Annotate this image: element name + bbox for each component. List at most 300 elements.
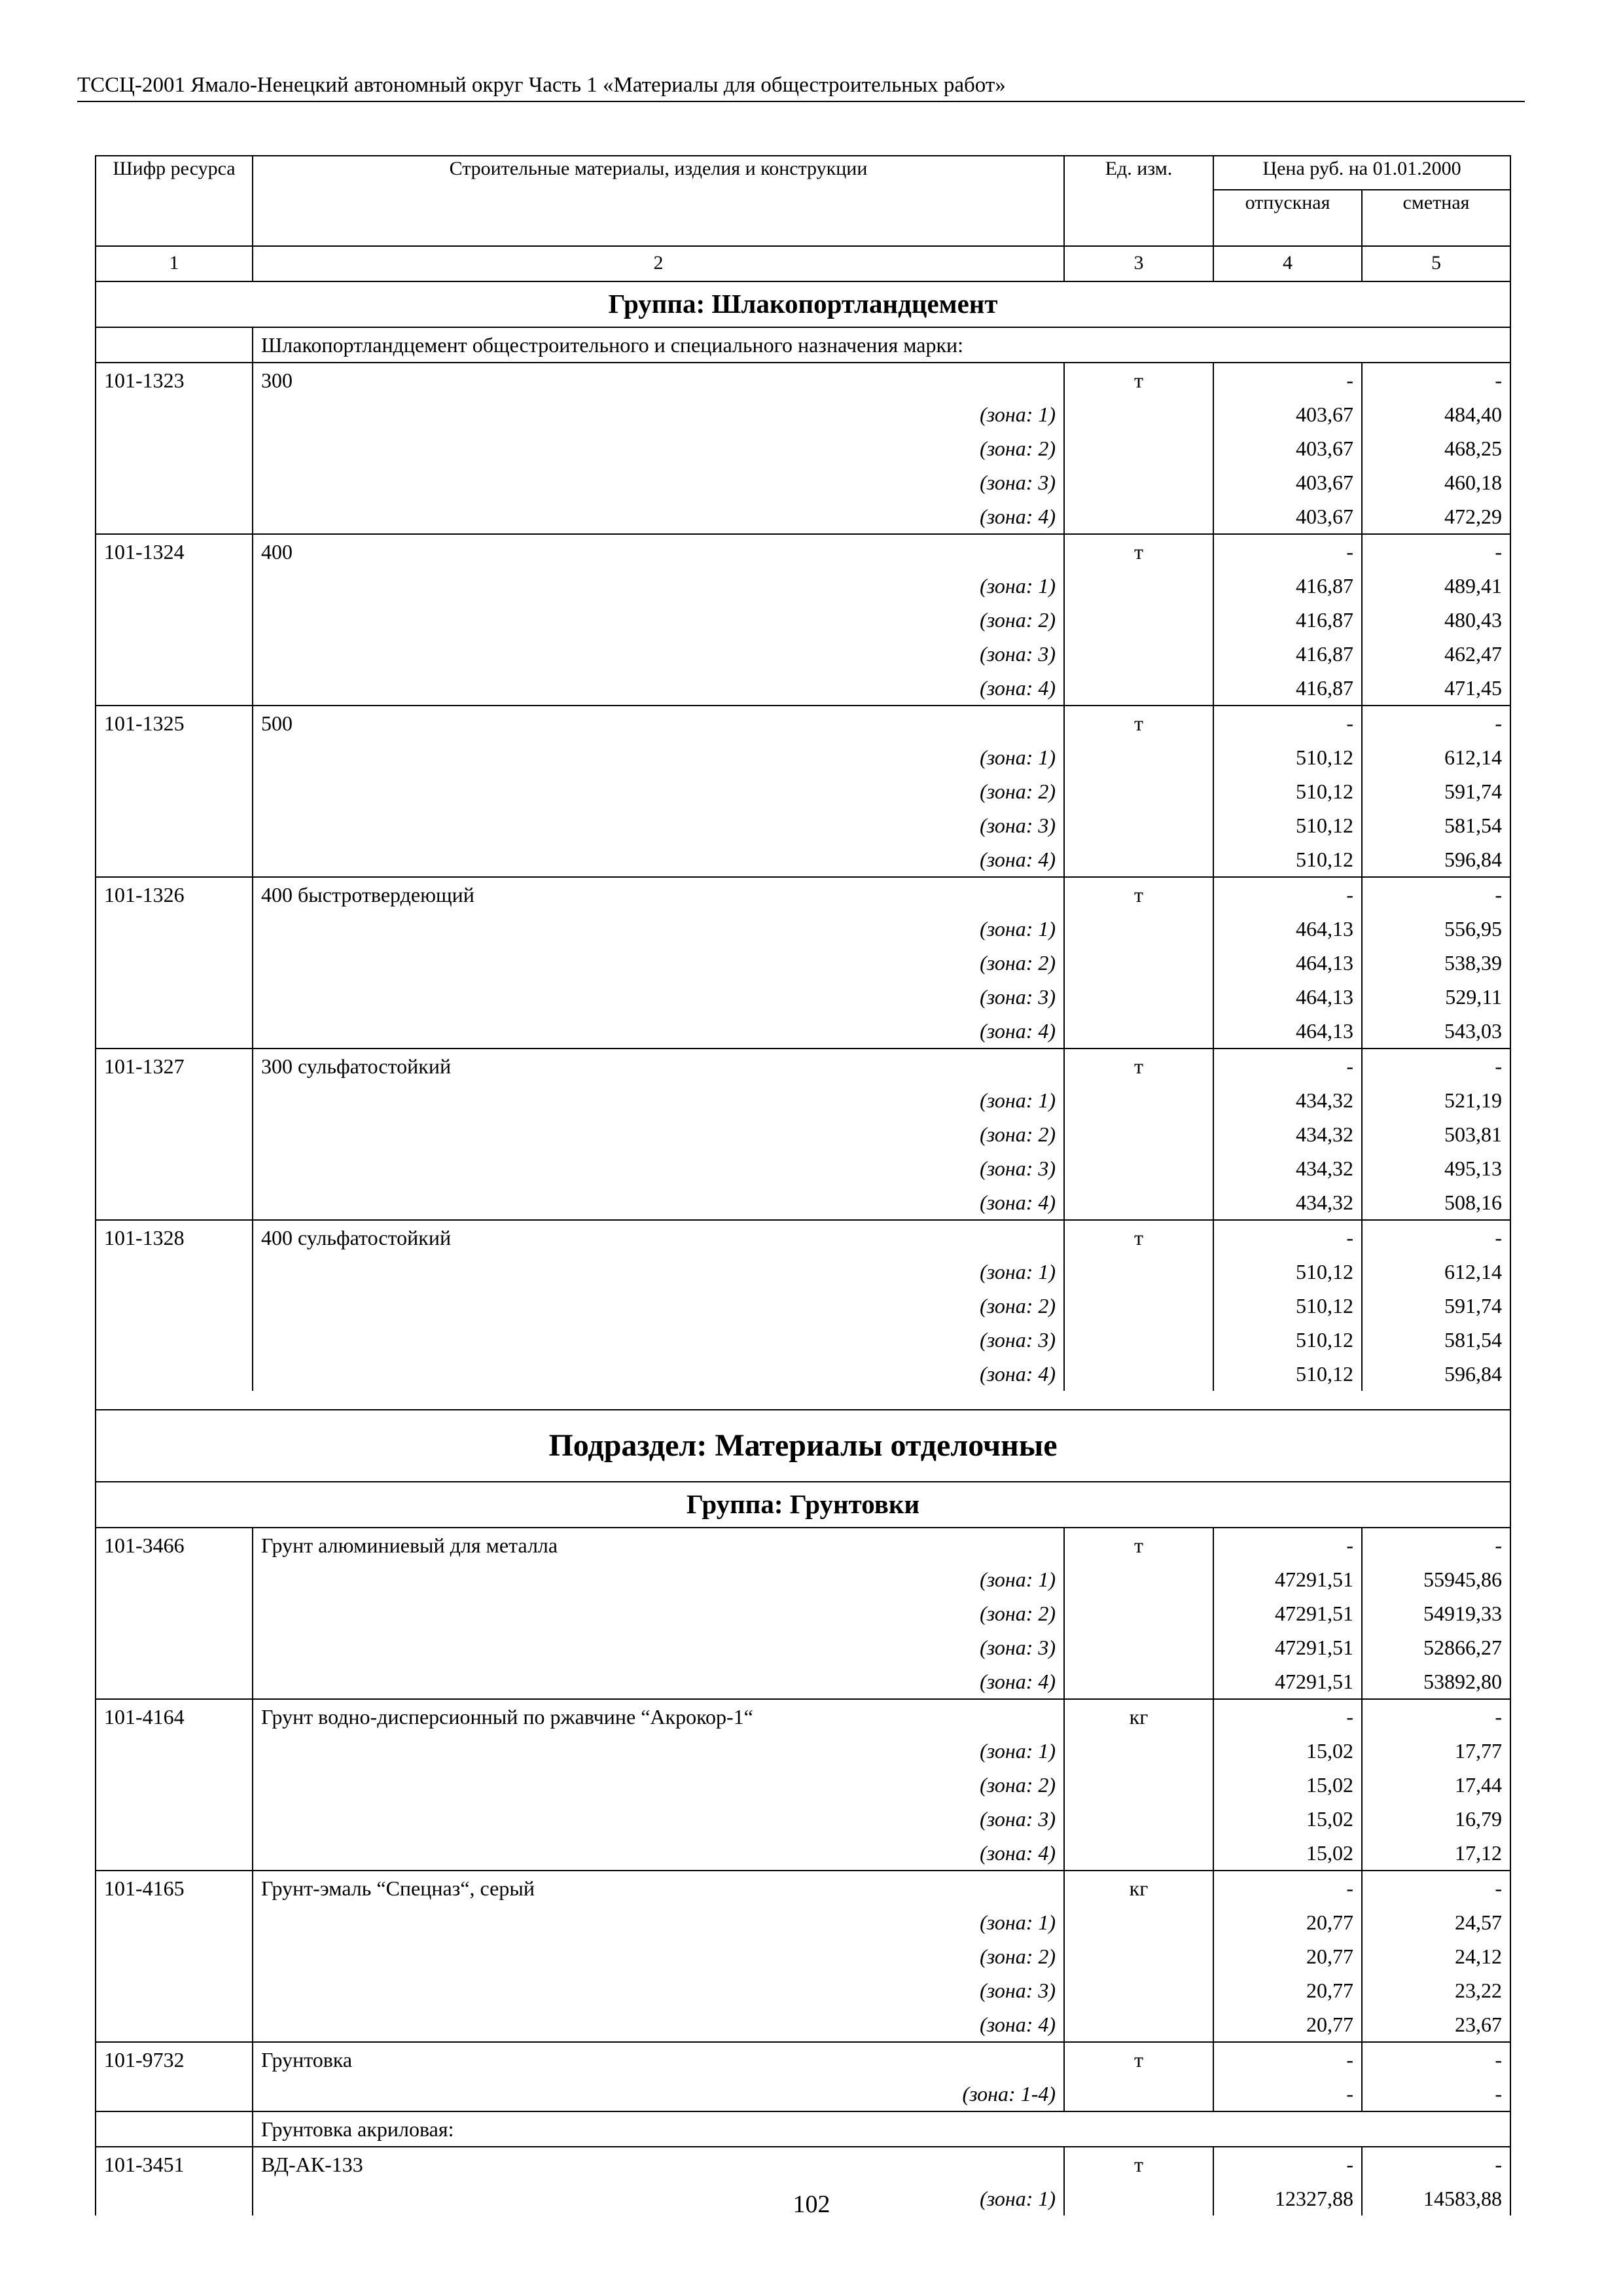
release-price: 15,02 bbox=[1213, 1768, 1362, 1802]
unit-empty bbox=[1064, 980, 1213, 1014]
release-price: - bbox=[1213, 2147, 1362, 2181]
col-number: 4 bbox=[1213, 246, 1362, 281]
material-name: 400 быстротвердеющий bbox=[253, 877, 1064, 912]
item-row bbox=[96, 1871, 1510, 1905]
resource-code: 101-4164 bbox=[96, 1699, 253, 1734]
zone-row bbox=[96, 1083, 1510, 1117]
zone-label: (зона: 2) bbox=[253, 1117, 1064, 1151]
zone-row bbox=[96, 569, 1510, 603]
unit-empty bbox=[1064, 1630, 1213, 1664]
resource-code-empty bbox=[96, 1939, 253, 1973]
resource-code: 101-1328 bbox=[96, 1220, 253, 1255]
estimate-price: 14583,88 bbox=[1362, 2181, 1510, 2215]
material-name: Грунт-эмаль “Спецназ“, серый bbox=[253, 1871, 1064, 1905]
estimate-price: 24,57 bbox=[1362, 1905, 1510, 1939]
resource-code-empty bbox=[96, 1734, 253, 1768]
zone-row bbox=[96, 431, 1510, 465]
zone-label: (зона: 4) bbox=[253, 1357, 1064, 1391]
zone-row bbox=[96, 1562, 1510, 1596]
estimate-price: - bbox=[1362, 1528, 1510, 1562]
zone-label: (зона: 2) bbox=[253, 1596, 1064, 1630]
estimate-price: 17,77 bbox=[1362, 1734, 1510, 1768]
zone-row bbox=[96, 1357, 1510, 1391]
zone-label: (зона: 2) bbox=[253, 946, 1064, 980]
zone-label: (зона: 1) bbox=[253, 397, 1064, 431]
resource-code-empty bbox=[96, 637, 253, 671]
resource-code: 101-1325 bbox=[96, 706, 253, 740]
material-name: ВД-АК-133 bbox=[253, 2147, 1064, 2181]
note-text: Шлакопортландцемент общестроительного и специального назначения марки: bbox=[253, 327, 1510, 363]
note-code bbox=[96, 2111, 253, 2147]
estimate-price: 596,84 bbox=[1362, 1357, 1510, 1391]
zone-row bbox=[96, 912, 1510, 946]
estimate-price: - bbox=[1362, 877, 1510, 912]
note-row bbox=[96, 2111, 1510, 2147]
note-code bbox=[96, 327, 253, 363]
zone-row bbox=[96, 603, 1510, 637]
zone-row bbox=[96, 1905, 1510, 1939]
col-header-price: Цена руб. на 01.01.2000 bbox=[1213, 156, 1510, 190]
resource-code-empty bbox=[96, 465, 253, 499]
item-row bbox=[96, 1528, 1510, 1562]
resource-code-empty bbox=[96, 1905, 253, 1939]
estimate-price: 462,47 bbox=[1362, 637, 1510, 671]
unit-empty bbox=[1064, 1185, 1213, 1220]
resource-code: 101-4165 bbox=[96, 1871, 253, 1905]
item-row bbox=[96, 1049, 1510, 1083]
resource-code: 101-3451 bbox=[96, 2147, 253, 2181]
unit-empty bbox=[1064, 431, 1213, 465]
zone-label: (зона: 4) bbox=[253, 1836, 1064, 1871]
col-header-estimate: сметная bbox=[1362, 190, 1510, 246]
material-name: 300 bbox=[253, 363, 1064, 397]
unit: т bbox=[1064, 1049, 1213, 1083]
price-table bbox=[95, 155, 1511, 2215]
zone-row bbox=[96, 1323, 1510, 1357]
unit-empty bbox=[1064, 1768, 1213, 1802]
resource-code-empty bbox=[96, 980, 253, 1014]
item-row bbox=[96, 534, 1510, 569]
resource-code: 101-9732 bbox=[96, 2042, 253, 2077]
col-header-code: Шифр ресурса bbox=[96, 156, 253, 246]
unit-empty bbox=[1064, 1802, 1213, 1836]
material-name: 500 bbox=[253, 706, 1064, 740]
estimate-price: 16,79 bbox=[1362, 1802, 1510, 1836]
resource-code-empty bbox=[96, 431, 253, 465]
release-price: 464,13 bbox=[1213, 946, 1362, 980]
zone-label: (зона: 4) bbox=[253, 2007, 1064, 2042]
release-price: - bbox=[1213, 1220, 1362, 1255]
estimate-price: 556,95 bbox=[1362, 912, 1510, 946]
estimate-price: 53892,80 bbox=[1362, 1664, 1510, 1699]
release-price: 47291,51 bbox=[1213, 1562, 1362, 1596]
resource-code-empty bbox=[96, 774, 253, 808]
release-price: 434,32 bbox=[1213, 1117, 1362, 1151]
group-row bbox=[96, 1482, 1510, 1528]
release-price: 464,13 bbox=[1213, 912, 1362, 946]
unit-empty bbox=[1064, 1664, 1213, 1699]
release-price: 510,12 bbox=[1213, 1255, 1362, 1289]
release-price: 510,12 bbox=[1213, 808, 1362, 842]
resource-code-empty bbox=[96, 671, 253, 706]
estimate-price: 503,81 bbox=[1362, 1117, 1510, 1151]
resource-code-empty bbox=[96, 569, 253, 603]
unit-empty bbox=[1064, 1562, 1213, 1596]
unit-empty bbox=[1064, 1014, 1213, 1049]
estimate-price: 480,43 bbox=[1362, 603, 1510, 637]
estimate-price: 521,19 bbox=[1362, 1083, 1510, 1117]
item-row bbox=[96, 363, 1510, 397]
unit-empty bbox=[1064, 842, 1213, 877]
material-name: 400 сульфатостойкий bbox=[253, 1220, 1064, 1255]
unit-empty bbox=[1064, 1905, 1213, 1939]
unit-empty bbox=[1064, 1323, 1213, 1357]
release-price: - bbox=[1213, 534, 1362, 569]
estimate-price: 612,14 bbox=[1362, 1255, 1510, 1289]
release-price: 510,12 bbox=[1213, 1357, 1362, 1391]
release-price: 416,87 bbox=[1213, 671, 1362, 706]
unit-empty bbox=[1064, 1973, 1213, 2007]
zone-label: (зона: 4) bbox=[253, 1014, 1064, 1049]
release-price: 434,32 bbox=[1213, 1151, 1362, 1185]
release-price: 434,32 bbox=[1213, 1185, 1362, 1220]
zone-label: (зона: 2) bbox=[253, 1939, 1064, 1973]
col-header-release: отпускная bbox=[1213, 190, 1362, 246]
item-row bbox=[96, 2042, 1510, 2077]
resource-code-empty bbox=[96, 603, 253, 637]
release-price: 20,77 bbox=[1213, 1939, 1362, 1973]
zone-row bbox=[96, 946, 1510, 980]
estimate-price: 54919,33 bbox=[1362, 1596, 1510, 1630]
unit-empty bbox=[1064, 1939, 1213, 1973]
col-number: 1 bbox=[96, 246, 253, 281]
estimate-price: - bbox=[1362, 363, 1510, 397]
zone-label: (зона: 2) bbox=[253, 1768, 1064, 1802]
material-name: Грунт водно-дисперсионный по ржавчине “Акрокор-1“ bbox=[253, 1699, 1064, 1734]
resource-code: 101-3466 bbox=[96, 1528, 253, 1562]
spacer-cell bbox=[96, 1391, 1510, 1410]
resource-code-empty bbox=[96, 1630, 253, 1664]
zone-label: (зона: 1) bbox=[253, 912, 1064, 946]
estimate-price: 591,74 bbox=[1362, 774, 1510, 808]
unit: т bbox=[1064, 1528, 1213, 1562]
resource-code-empty bbox=[96, 1185, 253, 1220]
zone-label: (зона: 1) bbox=[253, 740, 1064, 774]
estimate-price: - bbox=[1362, 2042, 1510, 2077]
group-row bbox=[96, 281, 1510, 327]
resource-code-empty bbox=[96, 1836, 253, 1871]
note-text: Грунтовка акриловая: bbox=[253, 2111, 1510, 2147]
zone-row bbox=[96, 1939, 1510, 1973]
resource-code-empty bbox=[96, 1323, 253, 1357]
unit-empty bbox=[1064, 1357, 1213, 1391]
release-price: 47291,51 bbox=[1213, 1630, 1362, 1664]
zone-label: (зона: 3) bbox=[253, 808, 1064, 842]
zone-label: (зона: 4) bbox=[253, 1664, 1064, 1699]
unit: т bbox=[1064, 877, 1213, 912]
release-price: - bbox=[1213, 1049, 1362, 1083]
resource-code: 101-1324 bbox=[96, 534, 253, 569]
estimate-price: 596,84 bbox=[1362, 842, 1510, 877]
zone-row bbox=[96, 1151, 1510, 1185]
zone-row bbox=[96, 637, 1510, 671]
zone-label: (зона: 3) bbox=[253, 465, 1064, 499]
running-header: ТССЦ-2001 Ямало-Ненецкий автономный округ Часть 1 «Материалы для общестроительных работ» bbox=[77, 71, 1525, 102]
estimate-price: 489,41 bbox=[1362, 569, 1510, 603]
zone-label: (зона: 1) bbox=[253, 1905, 1064, 1939]
estimate-price: 471,45 bbox=[1362, 671, 1510, 706]
unit-empty bbox=[1064, 912, 1213, 946]
unit-empty bbox=[1064, 1289, 1213, 1323]
release-price: 20,77 bbox=[1213, 2007, 1362, 2042]
unit-empty bbox=[1064, 569, 1213, 603]
resource-code-empty bbox=[96, 842, 253, 877]
unit-empty bbox=[1064, 740, 1213, 774]
zone-row bbox=[96, 1014, 1510, 1049]
group-title: Группа: Грунтовки bbox=[96, 1482, 1510, 1528]
unit-empty bbox=[1064, 1083, 1213, 1117]
zone-row bbox=[96, 740, 1510, 774]
estimate-price: 24,12 bbox=[1362, 1939, 1510, 1973]
estimate-price: 543,03 bbox=[1362, 1014, 1510, 1049]
zone-row bbox=[96, 1630, 1510, 1664]
unit: т bbox=[1064, 2042, 1213, 2077]
release-price: - bbox=[1213, 1871, 1362, 1905]
estimate-price: 468,25 bbox=[1362, 431, 1510, 465]
release-price: 403,67 bbox=[1213, 465, 1362, 499]
note-row bbox=[96, 327, 1510, 363]
release-price: 403,67 bbox=[1213, 431, 1362, 465]
zone-row bbox=[96, 2077, 1510, 2111]
estimate-price: 472,29 bbox=[1362, 499, 1510, 534]
group-title: Группа: Шлакопортландцемент bbox=[96, 281, 1510, 327]
subsection-title: Подраздел: Материалы отделочные bbox=[96, 1410, 1510, 1482]
release-price: - bbox=[1213, 706, 1362, 740]
release-price: 47291,51 bbox=[1213, 1596, 1362, 1630]
release-price: 12327,88 bbox=[1213, 2181, 1362, 2215]
unit-empty bbox=[1064, 1255, 1213, 1289]
zone-label: (зона: 2) bbox=[253, 603, 1064, 637]
zone-row bbox=[96, 774, 1510, 808]
unit-empty bbox=[1064, 1596, 1213, 1630]
release-price: 15,02 bbox=[1213, 1836, 1362, 1871]
unit: т bbox=[1064, 534, 1213, 569]
resource-code-empty bbox=[96, 1151, 253, 1185]
zone-label: (зона: 3) bbox=[253, 1802, 1064, 1836]
resource-code-empty bbox=[96, 1596, 253, 1630]
estimate-price: 17,12 bbox=[1362, 1836, 1510, 1871]
unit-empty bbox=[1064, 603, 1213, 637]
resource-code-empty bbox=[96, 1664, 253, 1699]
release-price: - bbox=[1213, 2077, 1362, 2111]
unit-empty bbox=[1064, 1836, 1213, 1871]
estimate-price: 484,40 bbox=[1362, 397, 1510, 431]
resource-code-empty bbox=[96, 2077, 253, 2111]
col-number: 5 bbox=[1362, 246, 1510, 281]
resource-code-empty bbox=[96, 397, 253, 431]
unit: т bbox=[1064, 706, 1213, 740]
resource-code-empty bbox=[96, 808, 253, 842]
release-price: 416,87 bbox=[1213, 603, 1362, 637]
zone-row bbox=[96, 671, 1510, 706]
release-price: 15,02 bbox=[1213, 1734, 1362, 1768]
estimate-price: 529,11 bbox=[1362, 980, 1510, 1014]
subsection-row bbox=[96, 1410, 1510, 1482]
table-body bbox=[96, 281, 1510, 2215]
release-price: - bbox=[1213, 2042, 1362, 2077]
resource-code-empty bbox=[96, 1255, 253, 1289]
page-number: 102 bbox=[793, 2191, 830, 2218]
release-price: - bbox=[1213, 877, 1362, 912]
zone-label: (зона: 3) bbox=[253, 1151, 1064, 1185]
item-row bbox=[96, 706, 1510, 740]
unit: кг bbox=[1064, 1699, 1213, 1734]
release-price: 510,12 bbox=[1213, 774, 1362, 808]
release-price: 403,67 bbox=[1213, 499, 1362, 534]
estimate-price: - bbox=[1362, 1871, 1510, 1905]
unit-empty bbox=[1064, 397, 1213, 431]
zone-row bbox=[96, 1664, 1510, 1699]
release-price: 416,87 bbox=[1213, 637, 1362, 671]
resource-code-empty bbox=[96, 912, 253, 946]
release-price: - bbox=[1213, 363, 1362, 397]
unit: т bbox=[1064, 1220, 1213, 1255]
unit-empty bbox=[1064, 774, 1213, 808]
col-number: 3 bbox=[1064, 246, 1213, 281]
estimate-price: 612,14 bbox=[1362, 740, 1510, 774]
col-number: 2 bbox=[253, 246, 1064, 281]
zone-label: (зона: 1) bbox=[253, 1083, 1064, 1117]
unit: т bbox=[1064, 2147, 1213, 2181]
release-price: - bbox=[1213, 1699, 1362, 1734]
resource-code-empty bbox=[96, 1357, 253, 1391]
material-name: Грунт алюминиевый для металла bbox=[253, 1528, 1064, 1562]
item-row bbox=[96, 877, 1510, 912]
release-price: 464,13 bbox=[1213, 1014, 1362, 1049]
release-price: 510,12 bbox=[1213, 1289, 1362, 1323]
estimate-price: 52866,27 bbox=[1362, 1630, 1510, 1664]
unit-empty bbox=[1064, 465, 1213, 499]
zone-label: (зона: 3) bbox=[253, 980, 1064, 1014]
material-name: 300 сульфатостойкий bbox=[253, 1049, 1064, 1083]
zone-row bbox=[96, 1768, 1510, 1802]
zone-label: (зона: 1) bbox=[253, 1562, 1064, 1596]
zone-row bbox=[96, 1255, 1510, 1289]
resource-code: 101-1323 bbox=[96, 363, 253, 397]
release-price: 47291,51 bbox=[1213, 1664, 1362, 1699]
unit-empty bbox=[1064, 1117, 1213, 1151]
item-row bbox=[96, 1220, 1510, 1255]
zone-row bbox=[96, 397, 1510, 431]
subsection-spacer bbox=[96, 1391, 1510, 1410]
unit-empty bbox=[1064, 499, 1213, 534]
resource-code-empty bbox=[96, 2007, 253, 2042]
zone-row bbox=[96, 808, 1510, 842]
zone-row bbox=[96, 1973, 1510, 2007]
zone-label: (зона: 4) bbox=[253, 499, 1064, 534]
estimate-price: 581,54 bbox=[1362, 808, 1510, 842]
unit-empty bbox=[1064, 2077, 1213, 2111]
estimate-price: 495,13 bbox=[1362, 1151, 1510, 1185]
release-price: - bbox=[1213, 1528, 1362, 1562]
estimate-price: 23,22 bbox=[1362, 1973, 1510, 2007]
estimate-price: - bbox=[1362, 534, 1510, 569]
release-price: 510,12 bbox=[1213, 842, 1362, 877]
zone-label: (зона: 4) bbox=[253, 842, 1064, 877]
resource-code-empty bbox=[96, 1117, 253, 1151]
release-price: 510,12 bbox=[1213, 740, 1362, 774]
unit-empty bbox=[1064, 1151, 1213, 1185]
resource-code-empty bbox=[96, 1802, 253, 1836]
zone-label: (зона: 4) bbox=[253, 671, 1064, 706]
unit-empty bbox=[1064, 2007, 1213, 2042]
zone-label: (зона: 4) bbox=[253, 1185, 1064, 1220]
release-price: 464,13 bbox=[1213, 980, 1362, 1014]
zone-label: (зона: 2) bbox=[253, 431, 1064, 465]
unit-empty bbox=[1064, 637, 1213, 671]
zone-row bbox=[96, 499, 1510, 534]
zone-label: (зона: 3) bbox=[253, 1630, 1064, 1664]
resource-code-empty bbox=[96, 1973, 253, 2007]
unit-empty bbox=[1064, 1734, 1213, 1768]
zone-label: (зона: 3) bbox=[253, 1973, 1064, 2007]
unit-empty bbox=[1064, 671, 1213, 706]
zone-row bbox=[96, 842, 1510, 877]
col-header-unit: Ед. изм. bbox=[1064, 156, 1213, 246]
zone-label: (зона: 1) bbox=[253, 2181, 1064, 2215]
zone-row bbox=[96, 1836, 1510, 1871]
estimate-price: 55945,86 bbox=[1362, 1562, 1510, 1596]
zone-row bbox=[96, 1596, 1510, 1630]
estimate-price: - bbox=[1362, 2077, 1510, 2111]
estimate-price: - bbox=[1362, 1220, 1510, 1255]
zone-row bbox=[96, 1117, 1510, 1151]
estimate-price: 591,74 bbox=[1362, 1289, 1510, 1323]
estimate-price: - bbox=[1362, 706, 1510, 740]
release-price: 20,77 bbox=[1213, 1973, 1362, 2007]
resource-code-empty bbox=[96, 1289, 253, 1323]
estimate-price: 460,18 bbox=[1362, 465, 1510, 499]
release-price: 434,32 bbox=[1213, 1083, 1362, 1117]
unit-empty bbox=[1064, 946, 1213, 980]
item-row bbox=[96, 1699, 1510, 1734]
resource-code-empty bbox=[96, 1014, 253, 1049]
resource-code: 101-1326 bbox=[96, 877, 253, 912]
resource-code-empty bbox=[96, 499, 253, 534]
release-price: 15,02 bbox=[1213, 1802, 1362, 1836]
zone-row bbox=[96, 1734, 1510, 1768]
zone-row bbox=[96, 465, 1510, 499]
zone-label: (зона: 1) bbox=[253, 1734, 1064, 1768]
resource-code-empty bbox=[96, 740, 253, 774]
estimate-price: 538,39 bbox=[1362, 946, 1510, 980]
estimate-price: - bbox=[1362, 1049, 1510, 1083]
zone-row bbox=[96, 1802, 1510, 1836]
unit: т bbox=[1064, 363, 1213, 397]
release-price: 20,77 bbox=[1213, 1905, 1362, 1939]
zone-label: (зона: 2) bbox=[253, 774, 1064, 808]
zone-row bbox=[96, 980, 1510, 1014]
zone-row bbox=[96, 1289, 1510, 1323]
col-header-name: Строительные материалы, изделия и конструкции bbox=[253, 156, 1064, 246]
resource-code-empty bbox=[96, 1083, 253, 1117]
release-price: 510,12 bbox=[1213, 1323, 1362, 1357]
unit-empty bbox=[1064, 808, 1213, 842]
zone-row bbox=[96, 2007, 1510, 2042]
zone-row bbox=[96, 1185, 1510, 1220]
item-row bbox=[96, 2147, 1510, 2181]
resource-code-empty bbox=[96, 946, 253, 980]
